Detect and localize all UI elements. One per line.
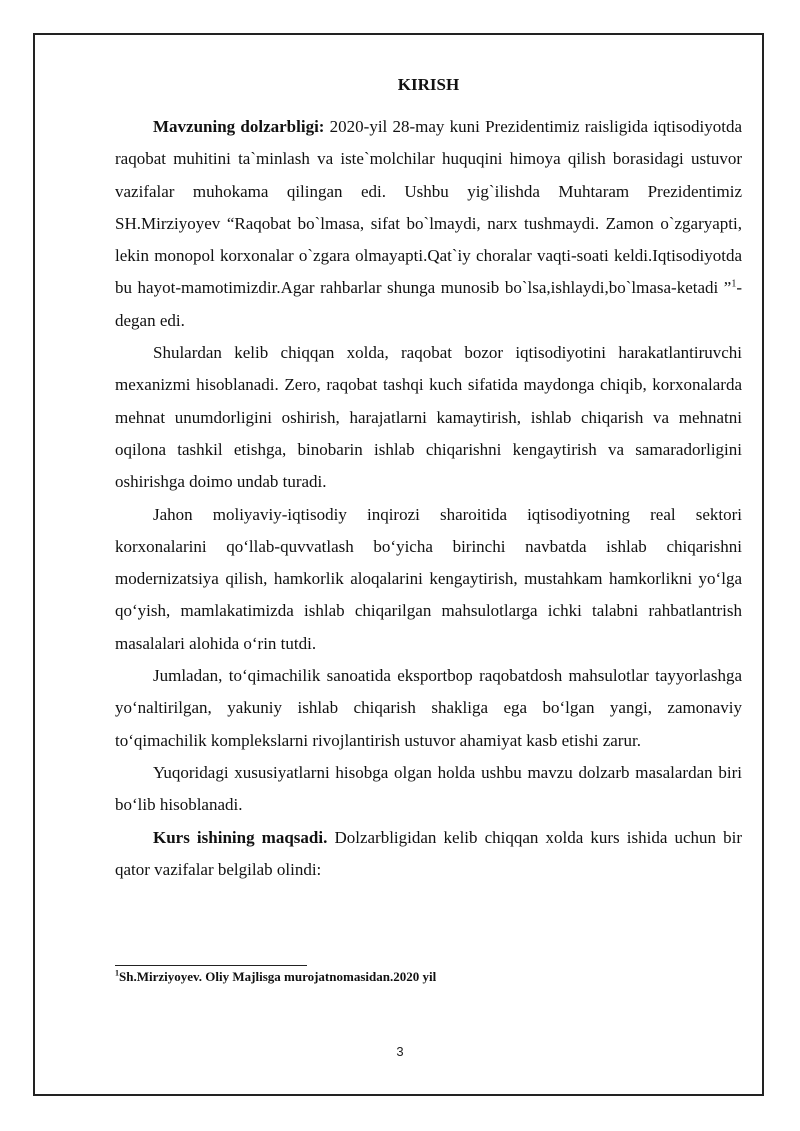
paragraph-goal bbox=[115, 822, 742, 887]
paragraph: Yuqoridagi xususiyatlarni hisobga olgan holda ushbu mavzu dolzarb masalardan biri bo‘lib hisoblanadi. bbox=[115, 762, 742, 815]
footnote bbox=[115, 969, 715, 985]
footnote-text: Sh.Mirziyoyev. Oliy Majlisga murojatnomasidan.2020 yil bbox=[119, 969, 437, 984]
paragraph-tail: - degan edi. bbox=[115, 278, 742, 330]
document-body bbox=[115, 72, 742, 886]
paragraph: Jahon moliyaviy-iqtisodiy inqirozi sharoitida iqtisodiyotning real sektori korxonalarini qo‘llab-quvvatlash bo‘yicha birinchi navbatda ishlab chiqarishni modernizatsiya qilish, hamkorlik aloqalarini kengaytirish, mustahkam hamkorlikni yo‘lga qo‘yish, mamlakatimizda ishlab chiqarilgan mahsulotlarga ichki talabni rahbatlantrish masalalari alohida o‘rin tutdi. bbox=[115, 504, 742, 653]
paragraph-lead: Kurs ishining maqsadi. bbox=[153, 827, 328, 847]
paragraph-text: 2020-yil 28-may kuni Prezidentimiz raisligida iqtisodiyotda raqobat muhitini ta`minlash va iste`molchilar huquqini himoya qilish borasidagi ustuvor vazifalar muhokama qilingan edi. Ushbu yig`ilishda Muhtaram Prezidentimiz SH.Mirziyoyev “Raqobat bo`lmasa, sifat bo`lmaydi, narx tushmaydi. Zamon o`zgaryapti, lekin monopol korxonalar o`zgara olmayapti.Qat`iy choralar vaqti-soati keldi.Iqtisodiyotda bu hayot-mamotimizdir.Agar rahbarlar shunga munosib bo`lsa,ishlaydi,bo`lmasa-ketadi ” bbox=[115, 117, 742, 298]
footnote-mark: 1 bbox=[115, 968, 119, 978]
paragraph-lead: Mavzuning dolzarbligi: bbox=[153, 117, 325, 136]
paragraph-text: Dolzarbligidan kelib chiqqan xolda kurs ishida uchun bir qator vazifalar belgilab olindi: bbox=[115, 827, 743, 879]
paragraph: Jumladan, to‘qimachilik sanoatida eksportbop raqobatdosh mahsulotlar tayyorlashga yo‘naltirilgan, yakuniy ishlab chiqarish shakliga ega bo‘lgan yangi, zamonaviy to‘qimachilik komplekslarni rivojlantirish ustuvor ahamiyat kasb etishi zarur. bbox=[115, 666, 742, 750]
footnote-reference[interactable]: 1 bbox=[731, 278, 737, 290]
paragraph: Shulardan kelib chiqqan xolda, raqobat bozor iqtisodiyotini harakatlantiruvchi mexanizmi hisoblanadi. Zero, raqobat tashqi kuch sifatida maydonga chiqib, korxonalarda mehnat unumdorligini oshirish, harajatlarni kamaytirish, ishlab chiqarish va mehnatni oqilona tashkil etishga, binobarin ishlab chiqarishni kengaytirish va samaradorligini oshirishga doimo undab turadi. bbox=[115, 343, 742, 492]
paragraph-relevance bbox=[115, 111, 742, 337]
page-number: 3 bbox=[396, 1044, 404, 1059]
footnote-separator bbox=[115, 965, 307, 966]
page-title: KIRISH bbox=[397, 75, 460, 94]
